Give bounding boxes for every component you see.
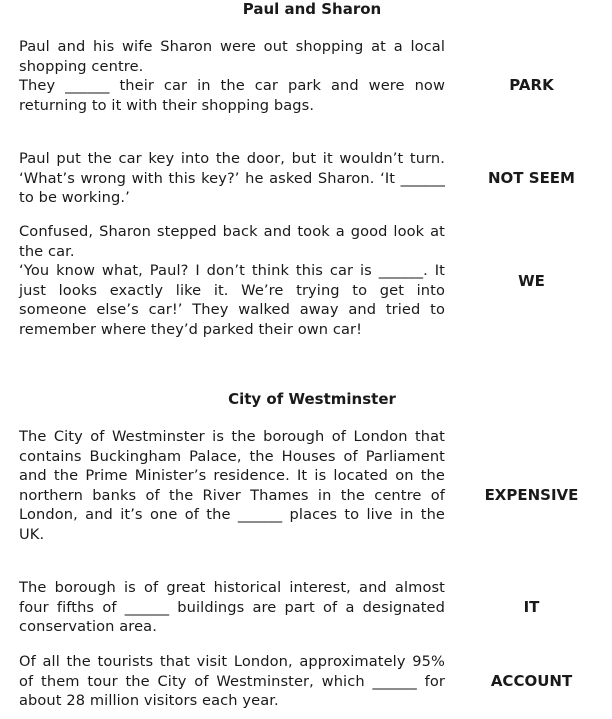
paragraph-2 <box>19 149 445 208</box>
paragraph-line: Paul put the car key into the door, but it wouldn’t turn. ‘What’s wrong with this key?’ he asked Sharon. ‘It ______ to be working.’ <box>19 150 445 206</box>
paragraph-1 <box>19 37 445 115</box>
paragraph-line: They ______ their car in the car park and were now returning to it with their shopping bags. <box>19 77 445 114</box>
keyword-account: ACCOUNT <box>490 672 573 690</box>
paragraph-line: The City of Westminster is the borough of London that contains Buckingham Palace, the Houses of Parliament and the Prime Minister’s residence. It is located on the northern banks of the River Thames in the centre of London, and it’s one of the ______ places to live in the UK. <box>19 428 445 543</box>
paragraph-6 <box>19 652 445 711</box>
keyword-park: PARK <box>509 76 554 94</box>
paragraph-4 <box>19 427 445 544</box>
keyword-not-seem: NOT SEEM <box>488 169 575 187</box>
keyword-expensive: EXPENSIVE <box>484 486 579 504</box>
paragraph-line: The borough is of great historical interest, and almost four fifths of ______ buildings are part of a designated conservation area. <box>19 579 445 635</box>
keyword-we: WE <box>518 272 545 290</box>
paragraph-line: Of all the tourists that visit London, approximately 95% of them tour the City of Westminster, which ______ for about 28 million visitors each year. <box>19 653 445 709</box>
paragraph-line: Paul and his wife Sharon were out shopping at a local shopping centre. <box>19 38 445 75</box>
paragraph-line: ‘You know what, Paul? I don’t think this car is ______. It just looks exactly like it. We’re trying to get into someone else’s car!’ They walked away and tried to remember where they’d parked their own car! <box>19 262 445 338</box>
section-title-paul-and-sharon: Paul and Sharon <box>242 0 382 18</box>
paragraph-line: Confused, Sharon stepped back and took a good look at the car. <box>19 223 445 260</box>
paragraph-3 <box>19 222 445 339</box>
paragraph-5 <box>19 578 445 637</box>
keyword-it: IT <box>523 598 540 616</box>
section-title-city-of-westminster: City of Westminster <box>228 390 396 408</box>
